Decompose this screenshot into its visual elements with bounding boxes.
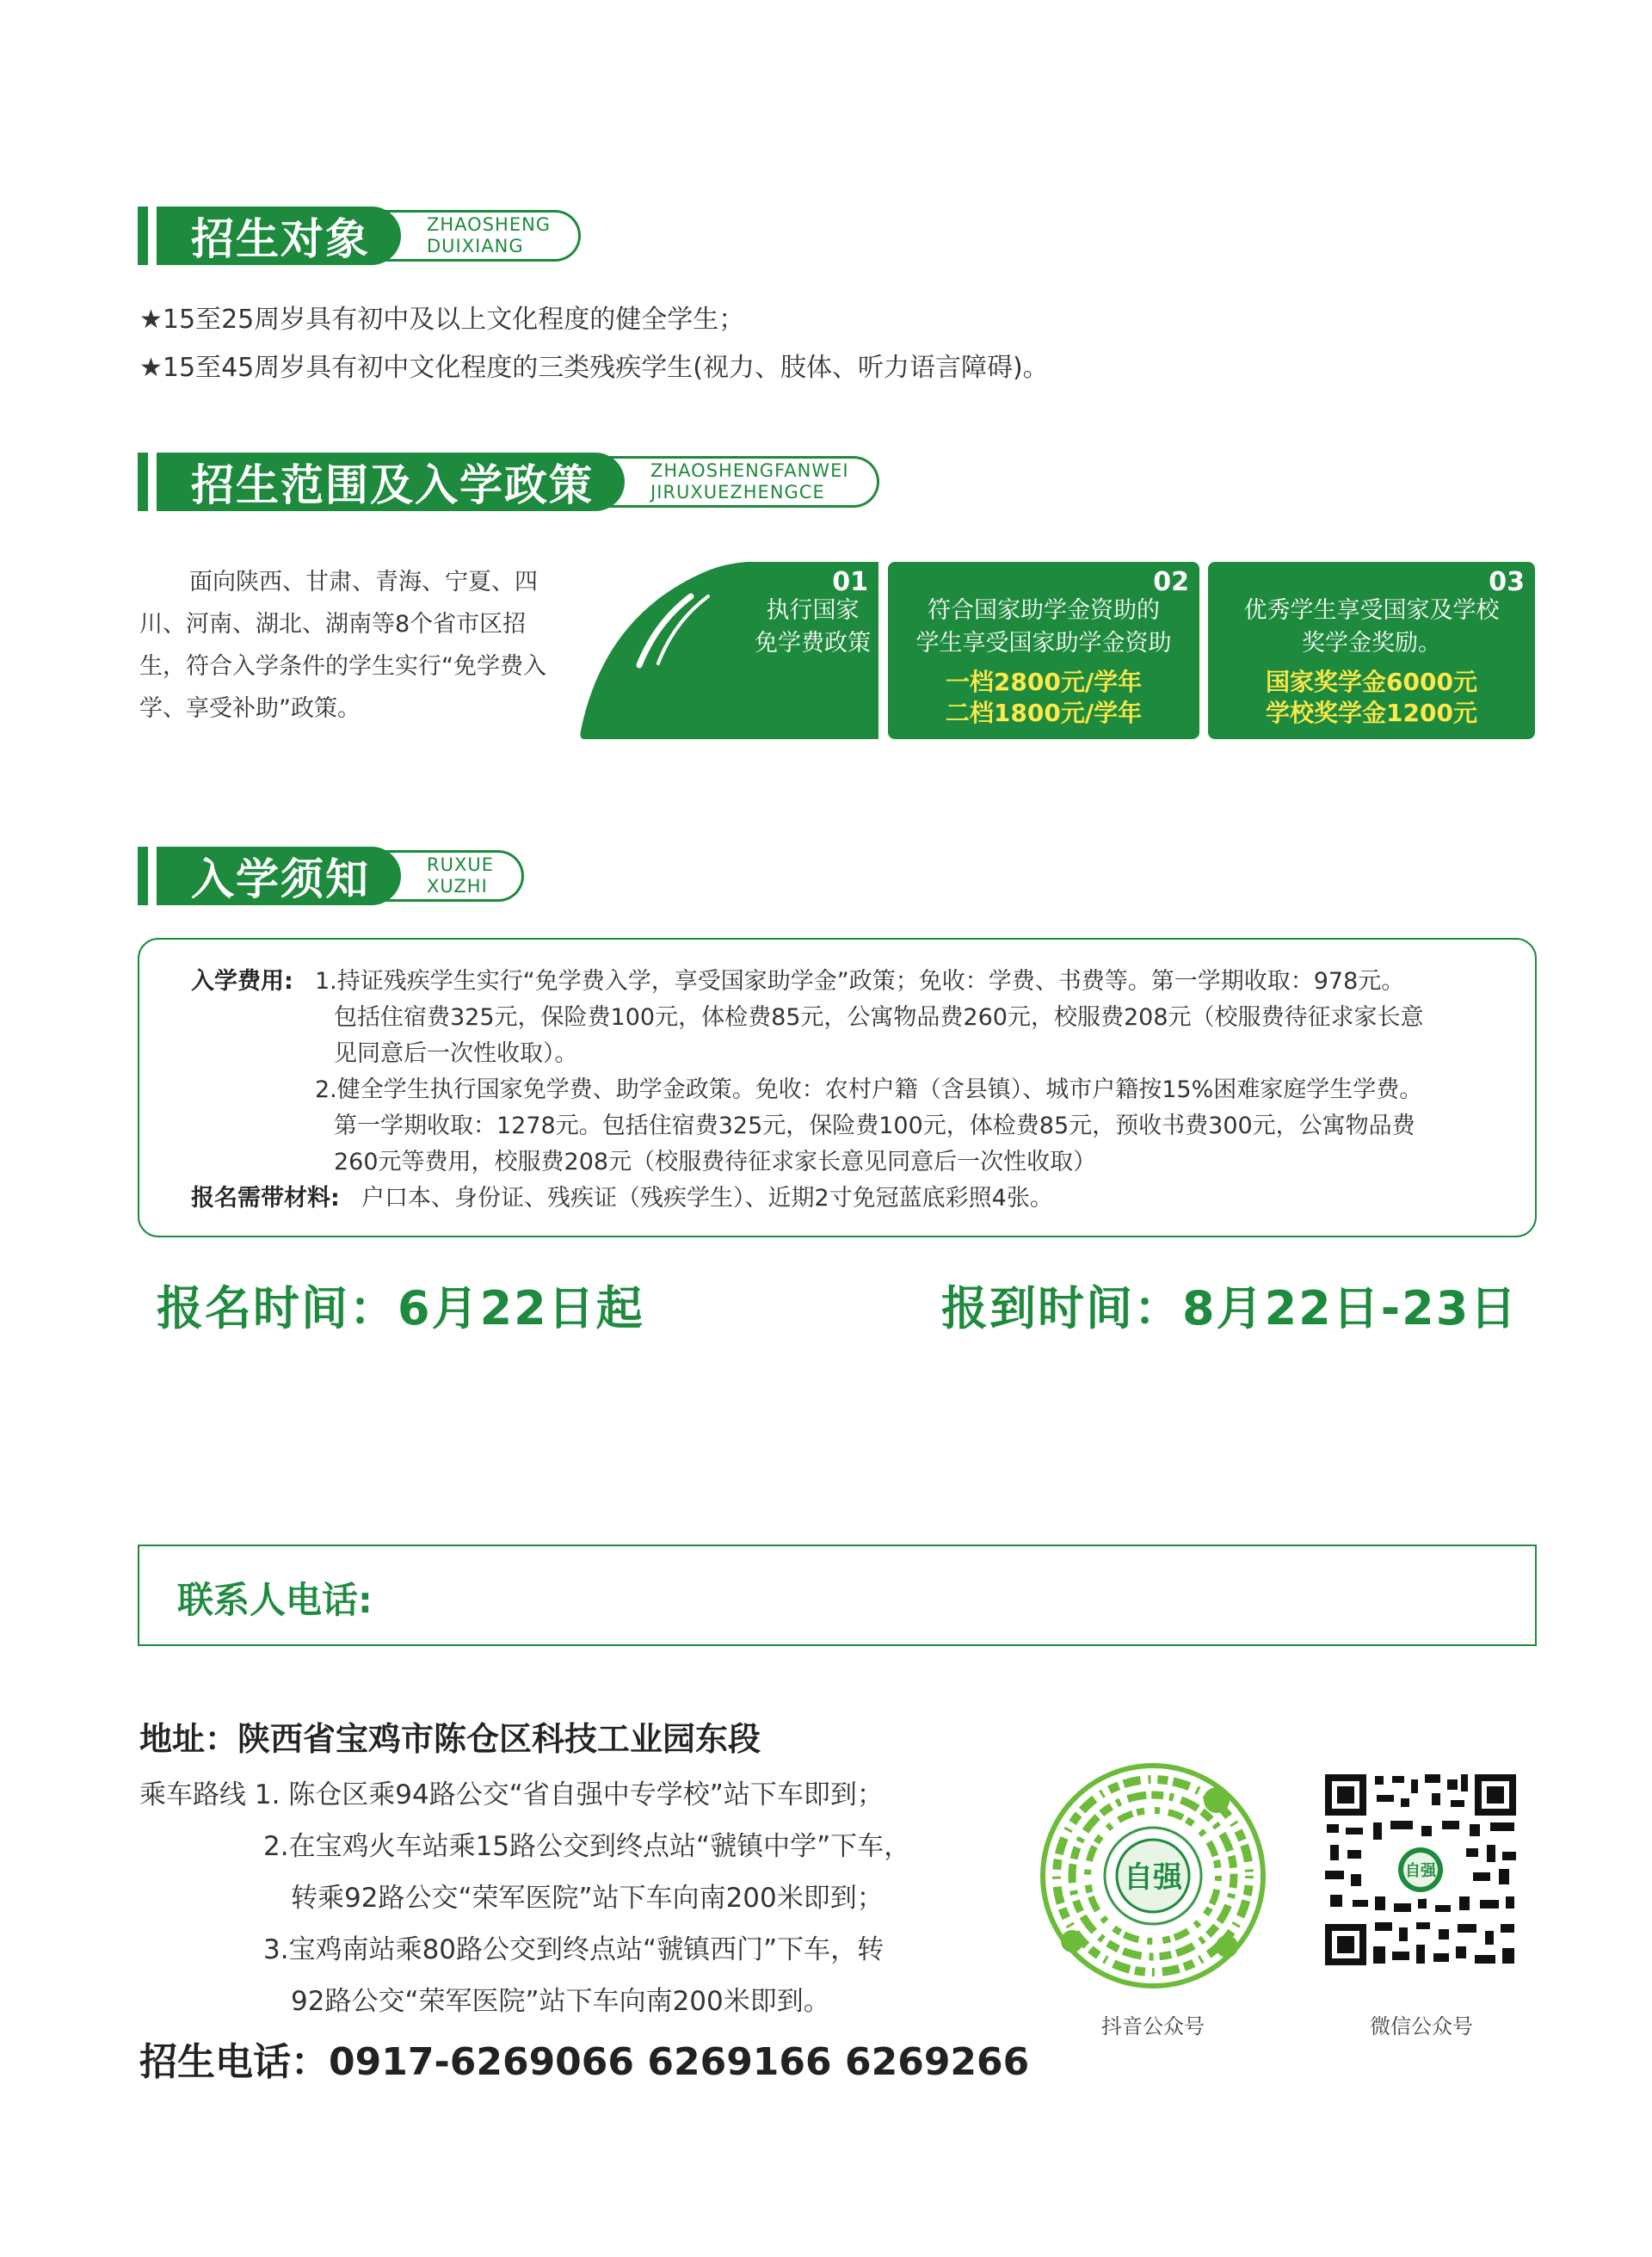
- section-header-scope-policy: [138, 451, 879, 513]
- register-time: 报名时间：6月22日起: [157, 1281, 644, 1335]
- contact-label: 联系人电话:: [177, 1579, 373, 1621]
- route-line: 转乘92路公交“荣军医院”站下车向南200米即到；: [291, 1883, 884, 1914]
- fee-line: 2.健全学生执行国家免学费、助学金政策。免收：农村户籍（含县镇）、城市户籍按15%困难家庭学生学费。: [315, 1076, 1423, 1103]
- policy-card-1: 01 执行国家 免学费政策: [755, 567, 871, 657]
- fee-line: 见同意后一次性收取）。: [334, 1040, 578, 1067]
- section-pinyin: RUXUE XUZHI: [367, 850, 524, 902]
- section-pinyin: ZHAOSHENG DUIXIANG: [367, 210, 581, 262]
- policy-card-2: 02 符合国家助学金资助的 学生享受国家助学金资助 一档2800元/学年 二档1800元/学年: [888, 562, 1199, 739]
- enrollment-notice-box: [138, 938, 1537, 1237]
- fee-line: 第一学期收取：1278元。包括住宿费325元，保险费100元，体检费85元，预收书费300元，公寓物品费: [334, 1113, 1415, 1139]
- route-line: 乘车路线 1. 陈仓区乘94路公交“省自强中专学校”站下车即到；: [139, 1779, 884, 1810]
- card-number: 03: [1489, 567, 1525, 597]
- fee-line: 260元等费用，校服费208元（校服费待征求家长意见同意后一次性收取）: [334, 1149, 1097, 1175]
- admission-item-2: ★15至45周岁具有初中文化程度的三类残疾学生(视力、肢体、听力语言障碍)。: [139, 353, 1049, 383]
- section-pinyin: ZHAOSHENGFANWEI JIRUXUEZHENGCE: [590, 456, 879, 508]
- route-line: 2.在宝鸡火车站乘15路公交到终点站“虢镇中学”下车，: [263, 1831, 911, 1862]
- policy-card-3: 03 优秀学生享受国家及学校 奖学金奖励。 国家奖学金6000元 学校奖学金1200元: [1208, 562, 1535, 739]
- policy-intro: 面向陕西、甘肃、青海、宁夏、四川、河南、湖北、湖南等8个省市区招生，符合入学条件的学生实行“免学费入学、享受补助”政策。: [139, 569, 546, 722]
- douyin-label: 抖音公众号: [1101, 2014, 1205, 2038]
- fee-line: 1.持证残疾学生实行“免学费入学，享受国家助学金”政策；免收：学费、书费等。第一学期收取：978元。: [315, 968, 1405, 995]
- header-bar: [138, 207, 148, 265]
- section-header-admission-target: [138, 205, 581, 267]
- wechat-label: 微信公众号: [1370, 2014, 1473, 2038]
- contact-phone-box: [138, 1545, 1537, 1646]
- address: 地址：陕西省宝鸡市陈仓区科技工业园东段: [139, 1720, 761, 1758]
- material-label: 报名需带材料:: [191, 1185, 340, 1212]
- logo-text: 自强: [1405, 1862, 1436, 1880]
- admission-item-1: ★15至25周岁具有初中及以上文化程度的健全学生；: [139, 305, 745, 335]
- route-line: 92路公交“荣军医院”站下车向南200米即到。: [291, 1986, 830, 2017]
- section-title: 招生范围及入学政策: [157, 453, 625, 511]
- fee-label: 入学费用:: [191, 968, 293, 995]
- section-title: 入学须知: [157, 847, 401, 905]
- header-bar: [138, 847, 148, 905]
- logo-text: 自强: [1124, 1860, 1182, 1895]
- card-number: 02: [1153, 567, 1189, 597]
- report-time: 报到时间：8月22日-23日: [941, 1281, 1519, 1335]
- section-header-enrollment-notice: [138, 845, 524, 907]
- material-text: 户口本、身份证、残疾证（残疾学生）、近期2寸免冠蓝底彩照4张。: [361, 1185, 1053, 1212]
- wechat-qr-code[interactable]: [1322, 1771, 1519, 1969]
- card-number: 01: [832, 567, 868, 597]
- header-bar: [138, 453, 148, 511]
- fee-line: 包括住宿费325元，保险费100元，体检费85元，公寓物品费260元，校服费208元（校服费待征求家长意: [334, 1004, 1424, 1031]
- section-title: 招生对象: [157, 207, 401, 265]
- douyin-qr-code[interactable]: [1039, 1762, 1267, 1989]
- enrollment-phone: 招生电话：0917-6269066 6269166 6269266: [139, 2040, 1030, 2084]
- route-line: 3.宝鸡南站乘80路公交到终点站“虢镇西门”下车，转: [263, 1934, 885, 1965]
